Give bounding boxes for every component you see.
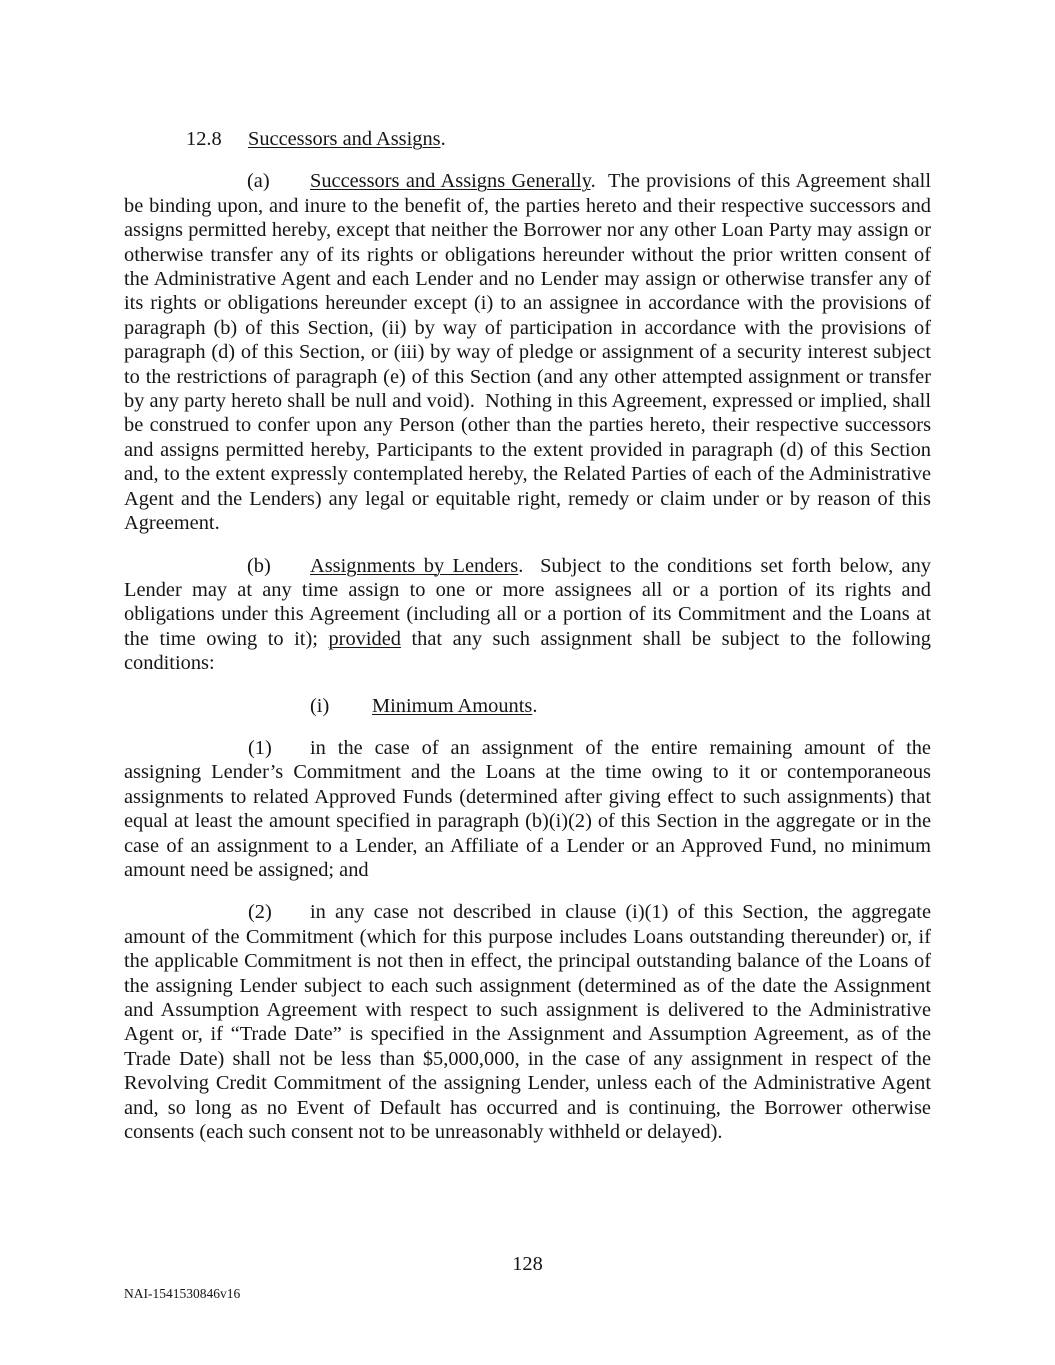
item-1 [124,736,931,882]
paragraph-b-body-1: . Subject to the conditions set forth below, any Lender may at any time assign to one or more assignees all or a portion of its rights and obligations under this Agreement (including all or a portion of its Commitment and the Loans at the time owing to it); [124,554,931,650]
paragraph-b-heading: Assignments by Lenders [310,554,519,577]
paragraph-a [124,169,931,535]
item-2-label: (2) [248,901,272,924]
paragraph-b-provided: provided [328,627,401,650]
clause-i-suffix: . [532,694,538,717]
paragraph-b [124,554,931,676]
paragraph-a-heading: Successors and Assigns Generally [310,170,591,193]
paragraph-a-label: (a) [247,170,270,193]
clause-i-heading [124,694,931,718]
section-title: Successors and Assigns [248,128,441,150]
page-content [124,127,931,1162]
item-2 [124,900,931,1144]
document-footer-id: NAI-1541530846v16 [124,1286,241,1301]
item-2-body: in any case not described in clause (i)(1) of this Section, the aggregate amount of the Commitment (which for this purpose includes Loans outstanding thereunder) or, if the applicable Commitment is not then in effect, the principal outstanding balance of the Loans of the assigning Lender subject to each such assignment (determined as of the date the Assignment and Assumption Agreement with respect to such assignment is delivered to the Administrative Agent or, if “Trade Date” is specified in the Assignment and Assumption Agreement, as of the Trade Date) shall not be less than $5,000,000, in the case of any assignment in respect of the Revolving Credit Commitment of the assigning Lender, unless each of the Administrative Agent and, so long as no Event of Default has occurred and is continuing, the Borrower otherwise consents (each such consent not to be unreasonably withheld or delayed). [124,901,931,1144]
section-number: 12.8 [186,128,222,150]
paragraph-b-label: (b) [247,554,271,577]
clause-i-title: Minimum Amounts [372,694,533,717]
section-title-suffix: . [440,128,446,150]
section-heading [124,127,931,151]
paragraph-b-body-2: that any such assignment shall be subject to the following conditions: [124,627,931,675]
item-1-body: in the case of an assignment of the entire remaining amount of the assigning Lender’s Commitment and the Loans at the time owing to it or contemporaneous assignments to related Approved Funds (determined after giving effect to such assignments) that equal at least the amount specified in paragraph (b)(i)(2) of this Section in the aggregate or in the case of an assignment to a Lender, an Affiliate of a Lender or an Approved Fund, no minimum amount need be assigned; and [124,736,931,881]
clause-i-label: (i) [310,694,330,717]
item-1-label: (1) [248,736,272,759]
page-number: 128 [512,1253,543,1275]
paragraph-a-body: . The provisions of this Agreement shall be binding upon, and inure to the benefit of, the parties hereto and their respective successors and assigns permitted hereby, except that neither the Borrower nor any other Loan Party may assign or otherwise transfer any of its rights or obligations hereunder without the prior written consent of the Administrative Agent and each Lender and no Lender may assign or otherwise transfer any of its rights or obligations hereunder except (i) to an assignee in accordance with the provisions of paragraph (b) of this Section, (ii) by way of participation in accordance with the provisions of paragraph (d) of this Section, or (iii) by way of pledge or assignment of a security interest subject to the restrictions of paragraph (e) of this Section (and any other attempted assignment or transfer by any party hereto shall be null and void). Nothing in this Agreement, expressed or implied, shall be construed to confer upon any Person (other than the parties hereto, their respective successors and assigns permitted hereby, Participants to the extent provided in paragraph (d) of this Section and, to the extent expressly contemplated hereby, the Related Parties of each of the Administrative Agent and the Lenders) any legal or equitable right, remedy or claim under or by reason of this Agreement. [124,170,931,535]
